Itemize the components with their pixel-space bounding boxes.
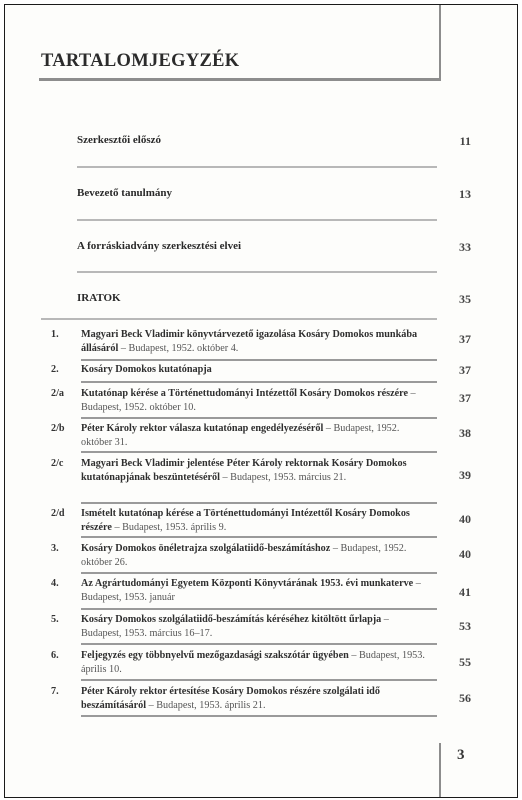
entry-title: Magyari Beck Vladimir könyvtárvezető igazolása Kosáry Domokos munkába állásáról: [81, 329, 418, 354]
toc-intro-row[interactable]: [77, 292, 471, 304]
toc-page-number: 41: [459, 585, 471, 599]
entry-detail: – Budapest, 1953. január: [81, 578, 421, 603]
toc-page-number: 39: [459, 468, 471, 482]
toc-entry[interactable]: [51, 613, 471, 641]
entry-rule: [81, 417, 437, 419]
entry-number: 1.: [51, 329, 59, 340]
entry-title: Péter Károly rektor értesítése Kosáry Domokos részére szolgálati idő beszámításáról: [81, 686, 380, 711]
toc-entry[interactable]: [51, 328, 471, 356]
entry-detail: – Budapest, 1953. április 9.: [111, 522, 227, 533]
entry-number: 2.: [51, 364, 59, 375]
entry-rule: [81, 715, 437, 717]
entry-rule: [81, 679, 437, 681]
toc-page-number: 35: [459, 292, 471, 306]
entry-title: Kosáry Domokos szolgálatiidő-beszámítás kéréséhez kitöltött űrlapja: [81, 614, 382, 625]
entry-rule: [81, 359, 437, 361]
document-page: [4, 4, 518, 798]
toc-entry[interactable]: [51, 457, 471, 485]
entry-number: 2/b: [51, 423, 65, 434]
entry-detail: – Budapest, 1952. október 26.: [81, 543, 407, 568]
entry-number: 3.: [51, 543, 59, 554]
entry-rule: [81, 572, 437, 574]
entry-rule: [81, 643, 437, 645]
toc-page-number: 11: [459, 134, 471, 148]
toc-intro-row[interactable]: [77, 134, 471, 146]
entry-detail: – Budapest, 1952. október 10.: [81, 388, 416, 413]
section-rule: [77, 166, 437, 168]
toc-intro-label: Bevezető tanulmány: [77, 187, 173, 199]
entry-rule: [81, 536, 437, 538]
toc-page-number: 53: [459, 619, 471, 633]
toc-entry[interactable]: [51, 363, 471, 377]
toc-entry[interactable]: [51, 422, 471, 450]
entry-detail: – Budapest, 1952. október 4.: [118, 343, 239, 354]
title-rule: [39, 78, 439, 81]
toc-page-number: 40: [459, 512, 471, 526]
toc-intro-label: Szerkesztői előszó: [77, 134, 161, 146]
section-rule: [77, 219, 437, 221]
entry-number: 7.: [51, 686, 59, 697]
entry-number: 6.: [51, 650, 59, 661]
entry-detail: – Budapest, 1953. április 10.: [81, 650, 425, 675]
toc-entry[interactable]: [51, 685, 471, 713]
entry-title: Kosáry Domokos kutatónapja: [81, 364, 212, 375]
toc-entry[interactable]: [51, 542, 471, 570]
entry-number: 5.: [51, 614, 59, 625]
section-rule: [77, 271, 437, 273]
entry-detail: – Budapest, 1953. március 16–17.: [81, 614, 389, 639]
toc-page-number: 40: [459, 547, 471, 561]
toc-page-number: 56: [459, 691, 471, 705]
entry-title: Kutatónap kérése a Történettudományi Intézettől Kosáry Domokos részére: [81, 388, 408, 399]
toc-intro-row[interactable]: [77, 240, 471, 252]
toc-page-number: 55: [459, 655, 471, 669]
toc-intro-label: A forráskiadvány szerkesztési elvei: [77, 240, 242, 252]
entry-rule: [81, 381, 437, 383]
toc-page-number: 38: [459, 426, 471, 440]
entry-number: 2/a: [51, 388, 65, 399]
toc-page-number: 37: [459, 363, 471, 377]
entry-title: Péter Károly rektor válasza kutatónap engedélyezéséről: [81, 423, 324, 434]
entry-detail: – Budapest, 1953. április 21.: [146, 700, 266, 711]
toc-entry[interactable]: [51, 387, 471, 415]
section-rule: [41, 318, 437, 320]
footer-vertical-line: [439, 743, 441, 798]
entry-title: Feljegyzés egy többnyelvű mezőgazdasági szakszótár ügyében: [81, 650, 349, 661]
header-vertical-line: [439, 5, 441, 81]
page-folio: 3: [457, 747, 465, 763]
toc-page-number: 37: [459, 332, 471, 346]
toc-intro-label: IRATOK: [77, 292, 121, 304]
entry-number: 2/d: [51, 508, 65, 519]
toc-entry[interactable]: [51, 577, 471, 605]
entry-number: 4.: [51, 578, 59, 589]
toc-entry[interactable]: [51, 649, 471, 677]
entry-title: Az Agrártudományi Egyetem Központi Könyvtárának 1953. évi munkaterve: [81, 578, 414, 589]
toc-page-number: 37: [459, 391, 471, 405]
entry-title: Ismételt kutatónap kérése a Történettudományi Intézettől Kosáry Domokos részére: [81, 508, 410, 533]
entry-title: Magyari Beck Vladimir jelentése Péter Károly rektornak Kosáry Domokos kutatónapjának beszüntetéséről: [81, 458, 407, 483]
entry-title: Kosáry Domokos önéletrajza szolgálatiidő-beszámításhoz: [81, 543, 331, 554]
entry-number: 2/c: [51, 458, 64, 469]
entry-rule: [81, 608, 437, 610]
toc-intro-row[interactable]: [77, 187, 471, 199]
entry-detail: – Budapest, 1953. március 21.: [219, 472, 347, 483]
entry-rule: [81, 451, 437, 453]
entry-detail: – Budapest, 1952. október 31.: [81, 423, 400, 448]
toc-page-number: 13: [459, 187, 471, 201]
toc-entry[interactable]: [51, 507, 471, 535]
toc-page-number: 33: [459, 240, 471, 254]
entry-rule: [81, 502, 437, 504]
page-title: TARTALOMJEGYZÉK: [41, 51, 240, 71]
